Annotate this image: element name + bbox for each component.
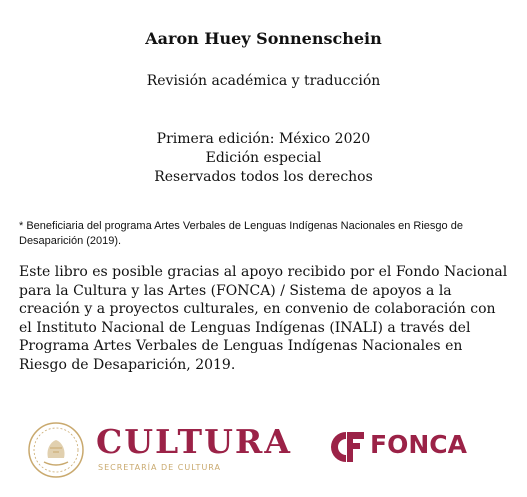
author-name: Aaron Huey Sonnenschein: [145, 29, 382, 48]
edition-line-first: Primera edición: México 2020: [156, 131, 371, 147]
edition-line-special: Edición especial: [205, 150, 322, 166]
fonca-mark-icon: [330, 431, 366, 463]
mexico-seal-icon: [26, 420, 86, 480]
cultura-logo-text: CULTURA: [96, 422, 292, 461]
fonca-logo-text: FONCA: [370, 430, 467, 459]
credit-line: Revisión académica y traducción: [146, 73, 381, 89]
acknowledgment-paragraph: Este libro es posible gracias al apoyo recibido por el Fondo Nacional para la Cultura y las Artes (FONCA) / Sistema de apoyos a la creación y a proyectos culturales, en convenio de colaboración con el Instituto Nacional de Lenguas Indígenas (INALI) a través del Programa Artes Verbales de Lenguas Indígenas Nacionales en Riesgo de Desaparición, 2019.: [19, 264, 508, 373]
cultura-logo-subtitle: SECRETARÍA DE CULTURA: [98, 463, 222, 472]
footnote: * Beneficiaria del programa Artes Verbales de Lenguas Indígenas Nacionales en Riesgo de Desaparición (2019).: [19, 220, 463, 247]
rights-line: Reservados todos los derechos: [154, 169, 373, 185]
